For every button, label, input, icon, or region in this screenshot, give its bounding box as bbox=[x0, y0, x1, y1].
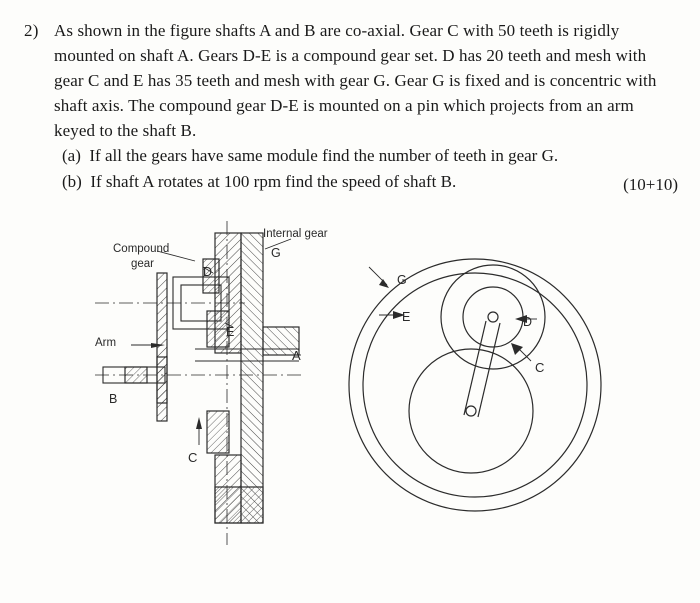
figure-label-E-end: E bbox=[402, 310, 411, 324]
marks-allocation: (10+10) bbox=[623, 175, 678, 194]
question-part-b: (b) If shaft A rotates at 100 rpm find the speed of shaft B. bbox=[62, 172, 457, 191]
figure-label-internal-gear: Internal gear bbox=[263, 228, 328, 240]
figure-label-G: G bbox=[271, 246, 281, 260]
figure-label-C: C bbox=[188, 450, 198, 465]
end-elevation-drawing bbox=[345, 245, 685, 575]
question-text bbox=[54, 18, 684, 195]
question-number: 2) bbox=[24, 21, 39, 40]
figures-area bbox=[0, 215, 700, 603]
figure-label-A: A bbox=[292, 348, 301, 363]
figure-label-G-end: G bbox=[397, 273, 407, 287]
figure-label-arm: Arm bbox=[95, 337, 117, 349]
figure-label-D: D bbox=[203, 265, 213, 279]
question-main bbox=[24, 18, 684, 195]
question-part-a: (a) If all the gears have same module find the number of teeth in gear G. bbox=[62, 146, 559, 165]
question-line: mounted on shaft A. Gears D-E is a compound gear set. D has 20 teeth and mesh with bbox=[54, 46, 647, 65]
figure-label-gear: gear bbox=[131, 258, 155, 270]
question-line: As shown in the figure shafts A and B are co-axial. Gear C with 50 teeth is rigidly bbox=[54, 21, 620, 40]
figure-label-E: E bbox=[226, 325, 235, 339]
figure-label-B: B bbox=[109, 392, 118, 406]
end-elevation-figure bbox=[345, 245, 685, 575]
figure-label-C-end: C bbox=[535, 360, 545, 375]
question-line: shaft axis. The compound gear D-E is mounted on a pin which projects from an arm bbox=[54, 96, 634, 115]
question-line: keyed to the shaft B. bbox=[54, 121, 197, 140]
figure-label-compound: Compound bbox=[113, 243, 170, 255]
question-line: gear C and E has 35 teeth and mesh with gear G. Gear G is fixed and is concentric with bbox=[54, 71, 657, 90]
figure-label-D-end: D bbox=[523, 315, 533, 329]
question-block bbox=[24, 18, 684, 195]
